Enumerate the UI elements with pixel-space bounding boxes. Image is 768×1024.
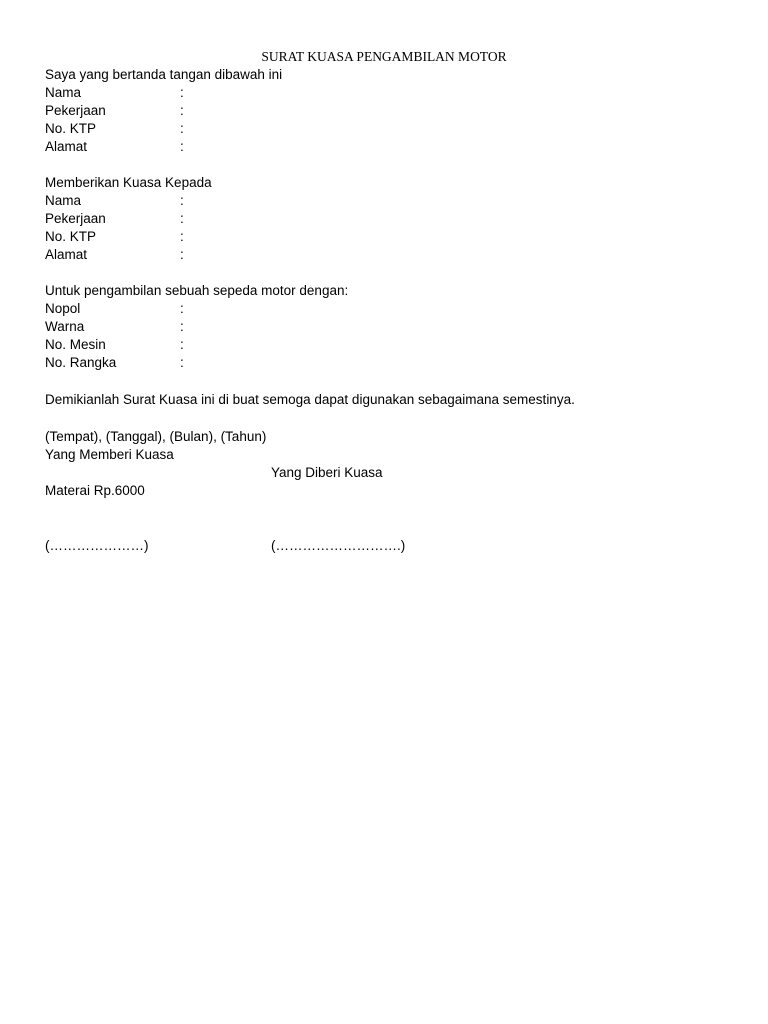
- motor-field-warna: [45, 318, 245, 336]
- closing-statement: Demikianlah Surat Kuasa ini di buat semoga dapat digunakan sebagaimana semestinya.: [45, 392, 575, 407]
- giver-signature-label: Yang Memberi Kuasa: [45, 447, 174, 462]
- field-label: Nama: [45, 193, 82, 208]
- field-label: Nopol: [45, 301, 81, 316]
- giver-field-pekerjaan: [45, 102, 245, 120]
- receiver-field-nama: [45, 192, 245, 210]
- motor-field-mesin: [45, 336, 245, 354]
- giver-signature-line: (…………………): [45, 538, 149, 553]
- field-label: Alamat: [45, 247, 88, 262]
- section-heading-motor: Untuk pengambilan sebuah sepeda motor dengan:: [45, 283, 349, 298]
- field-label: Pekerjaan: [45, 103, 106, 118]
- receiver-signature-line: (……………………….): [271, 538, 406, 553]
- section-heading-receiver: Memberikan Kuasa Kepada: [45, 175, 212, 190]
- giver-field-alamat: [45, 138, 245, 156]
- receiver-field-pekerjaan: [45, 210, 245, 228]
- motor-field-nopol: [45, 300, 245, 318]
- field-separator: :: [180, 211, 184, 226]
- field-separator: :: [180, 85, 184, 100]
- field-label: Warna: [45, 319, 85, 334]
- receiver-field-ktp: [45, 228, 245, 246]
- field-separator: :: [180, 121, 184, 136]
- field-separator: :: [180, 319, 184, 334]
- intro-text: Saya yang bertanda tangan dibawah ini: [45, 67, 283, 82]
- field-separator: :: [180, 337, 184, 352]
- receiver-field-alamat: [45, 246, 245, 264]
- field-separator: :: [180, 229, 184, 244]
- field-separator: :: [180, 355, 184, 370]
- stamp-note: Materai Rp.6000: [45, 483, 145, 498]
- field-separator: :: [180, 301, 184, 316]
- field-label: No. KTP: [45, 229, 97, 244]
- giver-field-nama: [45, 84, 245, 102]
- field-label: Pekerjaan: [45, 211, 106, 226]
- field-separator: :: [180, 103, 184, 118]
- field-separator: :: [180, 247, 184, 262]
- place-date: (Tempat), (Tanggal), (Bulan), (Tahun): [45, 429, 267, 444]
- giver-field-ktp: [45, 120, 245, 138]
- field-label: Nama: [45, 85, 82, 100]
- motor-field-rangka: [45, 354, 245, 372]
- field-label: No. KTP: [45, 121, 97, 136]
- receiver-signature-label: Yang Diberi Kuasa: [271, 465, 383, 480]
- field-label: No. Rangka: [45, 355, 117, 370]
- field-separator: :: [180, 193, 184, 208]
- field-label: No. Mesin: [45, 337, 106, 352]
- field-separator: :: [180, 139, 184, 154]
- field-label: Alamat: [45, 139, 88, 154]
- document-title-text: SURAT KUASA PENGAMBILAN MOTOR: [261, 49, 507, 64]
- document-title: [0, 48, 768, 66]
